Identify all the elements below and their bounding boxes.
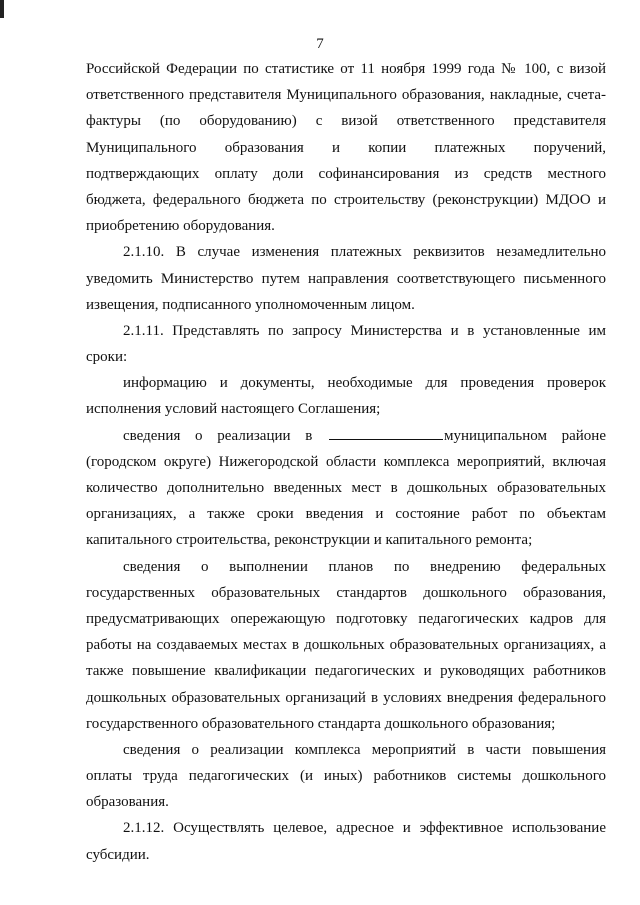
- page-number: 7: [316, 36, 324, 52]
- text-line: фактуры (по оборудованию) с визой ответственного представителя: [86, 113, 606, 130]
- blank-fill-line: [329, 426, 443, 440]
- text-line: работы на создаваемых местах в дошкольных образовательных организациях, а: [86, 637, 606, 654]
- text-line: подтверждающих оплату доли софинансирования из средств местного: [86, 165, 606, 182]
- text-line: исполнения условий настоящего Соглашения;: [86, 401, 381, 418]
- text-line: предусматривающих опережающую подготовку педагогических кадров для: [86, 610, 606, 627]
- text-line: сроки:: [86, 349, 128, 366]
- text-fragment: муниципальном районе: [443, 427, 606, 444]
- list-item-standards-start: сведения о выполнении планов по внедрению федеральных: [123, 558, 606, 575]
- text-line: капитального строительства, реконструкции и капитального ремонта;: [86, 532, 533, 549]
- text-line: субсидии.: [86, 846, 150, 863]
- text-line: образования.: [86, 794, 169, 811]
- text-line: Муниципального образования и копии платежных поручений,: [86, 139, 606, 156]
- text-line: уведомить Министерство путем направления соответствующего письменного: [86, 270, 606, 287]
- list-item-salary-start: сведения о реализации комплекса мероприятий в части повышения: [123, 741, 606, 758]
- text-line: приобретению оборудования.: [86, 218, 275, 235]
- text-line: Российской Федерации по статистике от 11 ноября 1999 года № 100, с визой: [86, 61, 606, 77]
- text-fragment: сведения о реализации в: [123, 427, 313, 444]
- text-line: также повышение квалификации педагогических и руководящих работников: [86, 663, 606, 680]
- text-line: ответственного представителя Муниципального образования, накладные, счета-: [86, 87, 606, 104]
- text-line: (городском округе) Нижегородской области комплекса мероприятий, включая: [86, 453, 606, 470]
- list-item-implementation-start: [86, 423, 606, 449]
- text-line: извещения, подписанного уполномоченным лицом.: [86, 296, 415, 313]
- paragraph-2-1-12-start: 2.1.12. Осуществлять целевое, адресное и эффективное использование: [123, 820, 606, 837]
- text-line: бюджета, федерального бюджета по строительству (реконструкции) МДОО и: [86, 191, 606, 208]
- document-body: [86, 56, 606, 868]
- list-item-info-start: информацию и документы, необходимые для проведения проверок: [123, 375, 606, 392]
- text-line: количество дополнительно введенных мест в дошкольных образовательных: [86, 480, 606, 496]
- text-line: государственного образовательного стандарта дошкольного образования;: [86, 715, 556, 732]
- paragraph-2-1-11-start: 2.1.11. Представлять по запросу Министерства и в установленные им: [123, 322, 606, 339]
- scan-corner-mark: [0, 0, 4, 18]
- text-line: государственных образовательных стандартов дошкольного образования,: [86, 584, 606, 601]
- text-line: организациях, а также сроки введения и состояние работ по объектам: [86, 506, 606, 523]
- text-line: оплаты труда педагогических (и иных) работников системы дошкольного: [86, 768, 606, 785]
- paragraph-2-1-10-start: 2.1.10. В случае изменения платежных реквизитов незамедлительно: [123, 244, 606, 261]
- text-line: дошкольных образовательных организаций в условиях внедрения федерального: [86, 689, 606, 706]
